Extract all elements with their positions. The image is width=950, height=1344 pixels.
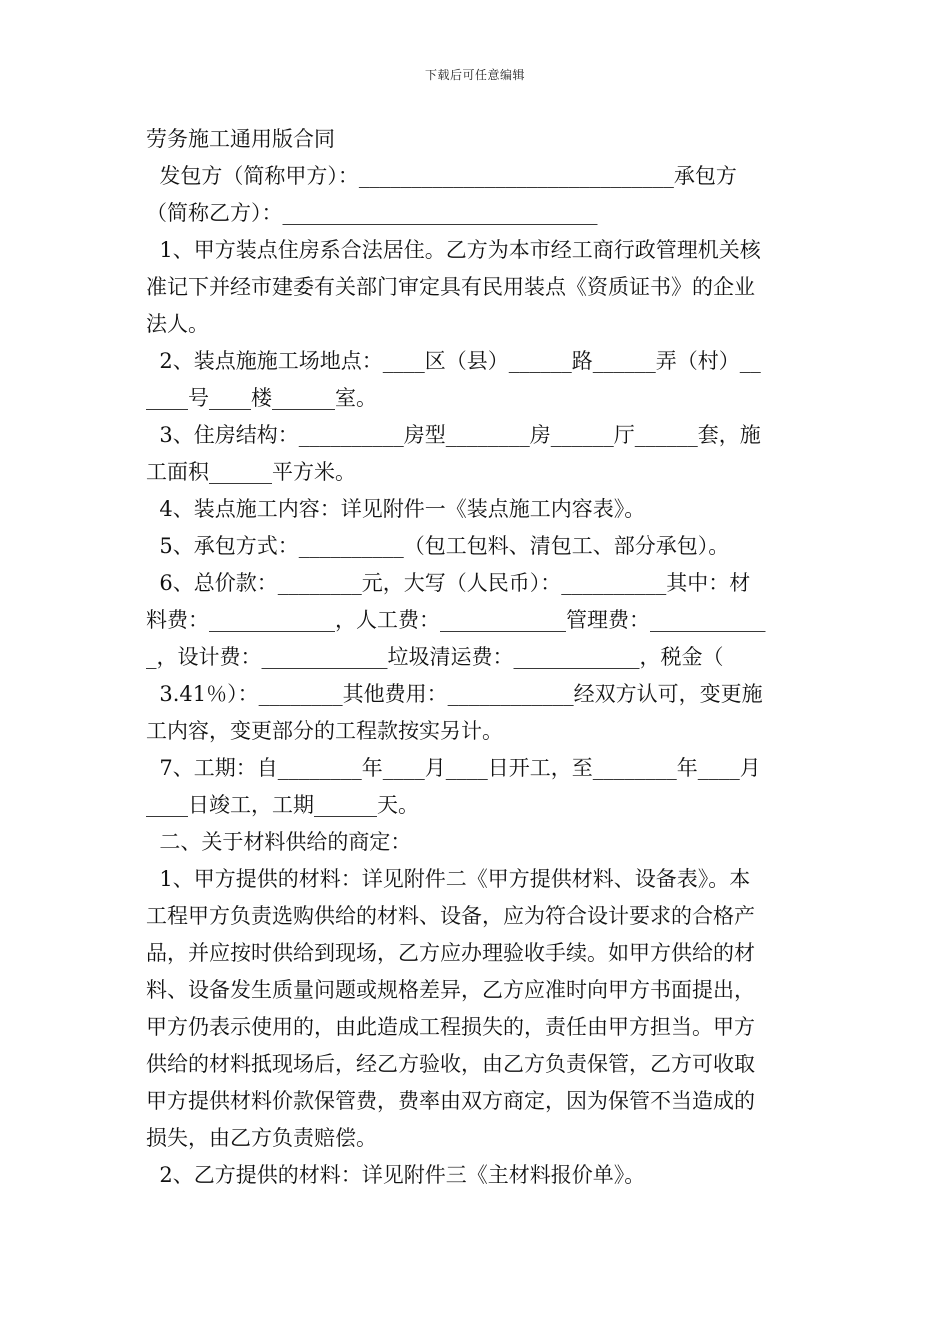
paragraph-line: 7、工期：自________年____月____日开工，至________年____月 <box>146 756 761 780</box>
document-lines <box>146 158 808 1194</box>
paragraph-line: _，设计费：____________垃圾清运费：____________，税金（ <box>146 645 724 669</box>
paragraph-line: 供给的材料抵现场后，经乙方验收，由乙方负责保管，乙方可收取 <box>146 1052 755 1076</box>
paragraph-line: 甲方仍表示使用的，由此造成工程损失的，责任由甲方担当。甲方 <box>146 1015 755 1039</box>
paragraph-line: 二、关于材料供给的商定： <box>146 830 412 854</box>
paragraph-line: 料、设备发生质量问题或规格差异，乙方应准时向甲方书面提出， <box>146 978 755 1002</box>
paragraph-line: 3、住房结构：__________房型________房______厅______套，施 <box>146 423 761 447</box>
paragraph-line: 3.41％）：________其他费用：____________经双方认可，变更施 <box>146 682 763 706</box>
paragraph-line: ____日竣工，工期______天。 <box>146 793 419 817</box>
document-body <box>146 120 808 1194</box>
paragraph-line: 料费：____________，人工费：____________管理费：___________ <box>146 608 766 632</box>
paragraph-line: 损失，由乙方负责赔偿。 <box>146 1126 377 1150</box>
paragraph-line: 6、总价款：________元，大写（人民币）：__________其中：材 <box>146 571 751 595</box>
paragraph-line: 4、装点施工内容：详见附件一《装点施工内容表》。 <box>146 497 646 521</box>
paragraph-line: 法人。 <box>146 312 209 336</box>
paragraph-line: 1、甲方提供的材料：详见附件二《甲方提供材料、设备表》。本 <box>146 867 751 891</box>
paragraph-line: （简称乙方）：______________________________ <box>146 201 598 225</box>
paragraph-line: 工内容，变更部分的工程款按实另计。 <box>146 719 503 743</box>
paragraph-line: 准记下并经市建委有关部门审定具有民用装点《资质证书》的企业 <box>146 275 755 299</box>
paragraph-line: ____号____楼______室。 <box>146 386 377 410</box>
paragraph-line: 5、承包方式：__________（包工包料、清包工、部分承包）。 <box>146 534 730 558</box>
paragraph-line: 2、乙方提供的材料：详见附件三《主材料报价单》。 <box>146 1163 646 1187</box>
paragraph-line: 发包方（简称甲方）：______________________________承包方 <box>146 164 737 188</box>
page-header: 下载后可任意编辑 <box>424 68 525 82</box>
paragraph-line: 2、装点施施工场地点：____区（县）______路______弄（村）__ <box>146 349 761 373</box>
document-title: 劳务施工通用版合同 <box>146 127 335 151</box>
paragraph-line: 1、甲方装点住房系合法居住。乙方为本市经工商行政管理机关核 <box>146 238 761 262</box>
paragraph-line: 甲方提供材料价款保管费，费率由双方商定，因为保管不当造成的 <box>146 1089 755 1113</box>
paragraph-line: 工面积______平方米。 <box>146 460 356 484</box>
paragraph-line: 品，并应按时供给到现场，乙方应办理验收手续。如甲方供给的材 <box>146 941 755 965</box>
paragraph-line: 工程甲方负责选购供给的材料、设备，应为符合设计要求的合格产 <box>146 904 755 928</box>
